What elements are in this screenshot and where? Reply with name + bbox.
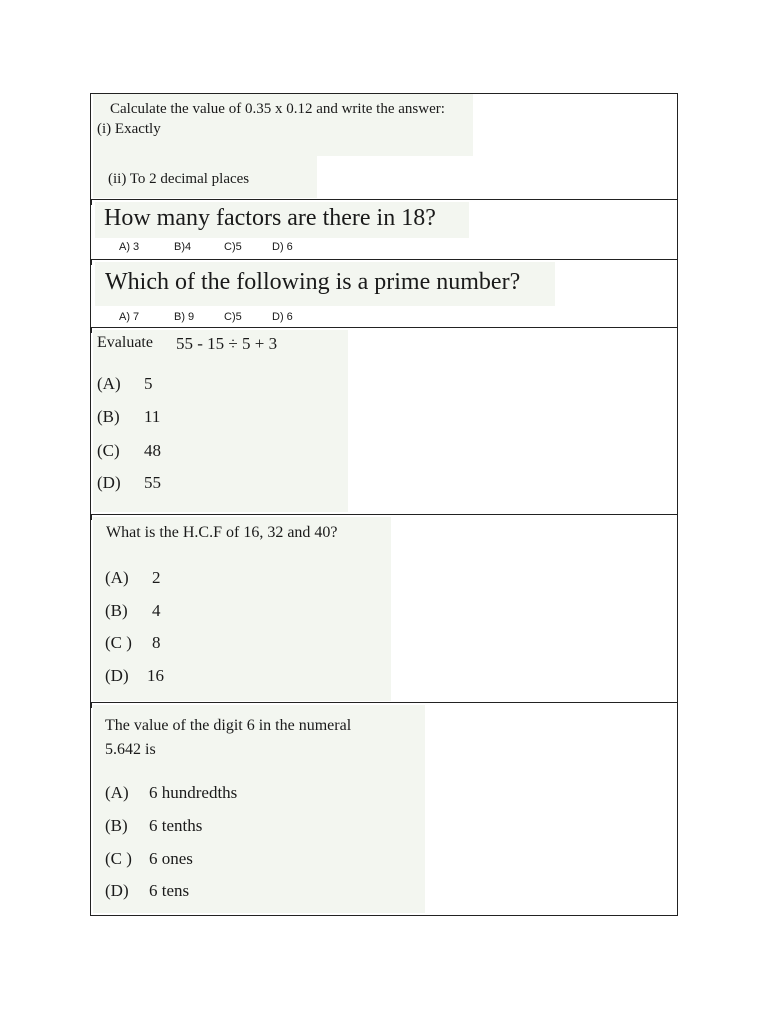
option-letter: (C ) xyxy=(105,849,132,868)
option-c: C)5 xyxy=(224,241,242,253)
option-b: B)4 xyxy=(174,241,192,253)
option-d xyxy=(105,881,189,901)
question-6 xyxy=(91,702,677,915)
divider-tick xyxy=(91,199,92,205)
option-a xyxy=(105,568,161,588)
option-value: 5 xyxy=(144,374,153,393)
option-letter: (C) xyxy=(97,441,120,460)
question-1-part-i: (i) Exactly xyxy=(97,121,161,137)
option-value: 6 ones xyxy=(149,849,193,868)
question-1-prompt: Calculate the value of 0.35 x 0.12 and write the answer: xyxy=(110,101,445,117)
option-b xyxy=(105,601,161,621)
question-2-prompt: How many factors are there in 18? xyxy=(104,205,436,231)
option-value: 6 hundredths xyxy=(149,783,238,802)
option-value: 11 xyxy=(144,407,161,426)
option-value: 6 tens xyxy=(149,881,190,900)
option-c: C)5 xyxy=(224,311,242,323)
option-letter: (D) xyxy=(97,473,121,492)
option-value: 2 xyxy=(152,568,161,587)
option-letter: (D) xyxy=(105,666,129,685)
option-letter: (B) xyxy=(105,601,128,620)
divider-tick xyxy=(91,327,92,333)
question-1-part-ii: (ii) To 2 decimal places xyxy=(108,171,250,187)
question-4-expression: 55 - 15 ÷ 5 + 3 xyxy=(176,334,278,353)
option-value: 55 xyxy=(144,473,161,492)
option-d: D) 6 xyxy=(272,241,293,253)
question-3 xyxy=(91,259,677,327)
question-6-prompt-line-1: The value of the digit 6 in the numeral xyxy=(105,717,352,734)
option-d: D) 6 xyxy=(272,311,293,323)
question-3-prompt: Which of the following is a prime number? xyxy=(105,269,521,295)
question-4-prompt-label: Evaluate xyxy=(97,334,153,351)
question-1 xyxy=(91,94,677,199)
option-a: A) 3 xyxy=(119,241,140,253)
question-2 xyxy=(91,199,677,259)
option-c xyxy=(105,849,193,869)
divider-tick xyxy=(91,702,92,708)
divider-tick xyxy=(91,259,92,265)
option-letter: (A) xyxy=(105,568,129,587)
option-b xyxy=(97,407,160,427)
divider-tick xyxy=(91,514,92,520)
question-4 xyxy=(91,327,677,514)
option-b: B) 9 xyxy=(174,311,195,323)
question-5 xyxy=(91,514,677,702)
option-value: 4 xyxy=(152,601,161,620)
option-value: 48 xyxy=(144,441,161,460)
question-2-options xyxy=(119,241,293,253)
option-letter: (C ) xyxy=(105,633,132,652)
option-letter: (B) xyxy=(97,407,120,426)
option-letter: (A) xyxy=(105,783,129,802)
question-3-options xyxy=(119,311,293,323)
option-a xyxy=(105,783,237,803)
option-b xyxy=(105,816,202,836)
option-d xyxy=(105,666,164,686)
option-letter: (B) xyxy=(105,816,128,835)
option-d xyxy=(97,473,161,493)
option-value: 6 tenths xyxy=(149,816,203,835)
question-6-prompt-line-2: 5.642 is xyxy=(105,741,156,758)
option-a xyxy=(97,374,153,394)
option-value: 16 xyxy=(147,666,164,685)
option-letter: (A) xyxy=(97,374,121,393)
option-value: 8 xyxy=(152,633,161,652)
option-letter: (D) xyxy=(105,881,129,900)
option-c xyxy=(97,441,161,461)
question-5-prompt: What is the H.C.F of 16, 32 and 40? xyxy=(106,524,338,541)
option-a: A) 7 xyxy=(119,311,140,323)
option-c xyxy=(105,633,161,653)
worksheet xyxy=(90,93,678,916)
